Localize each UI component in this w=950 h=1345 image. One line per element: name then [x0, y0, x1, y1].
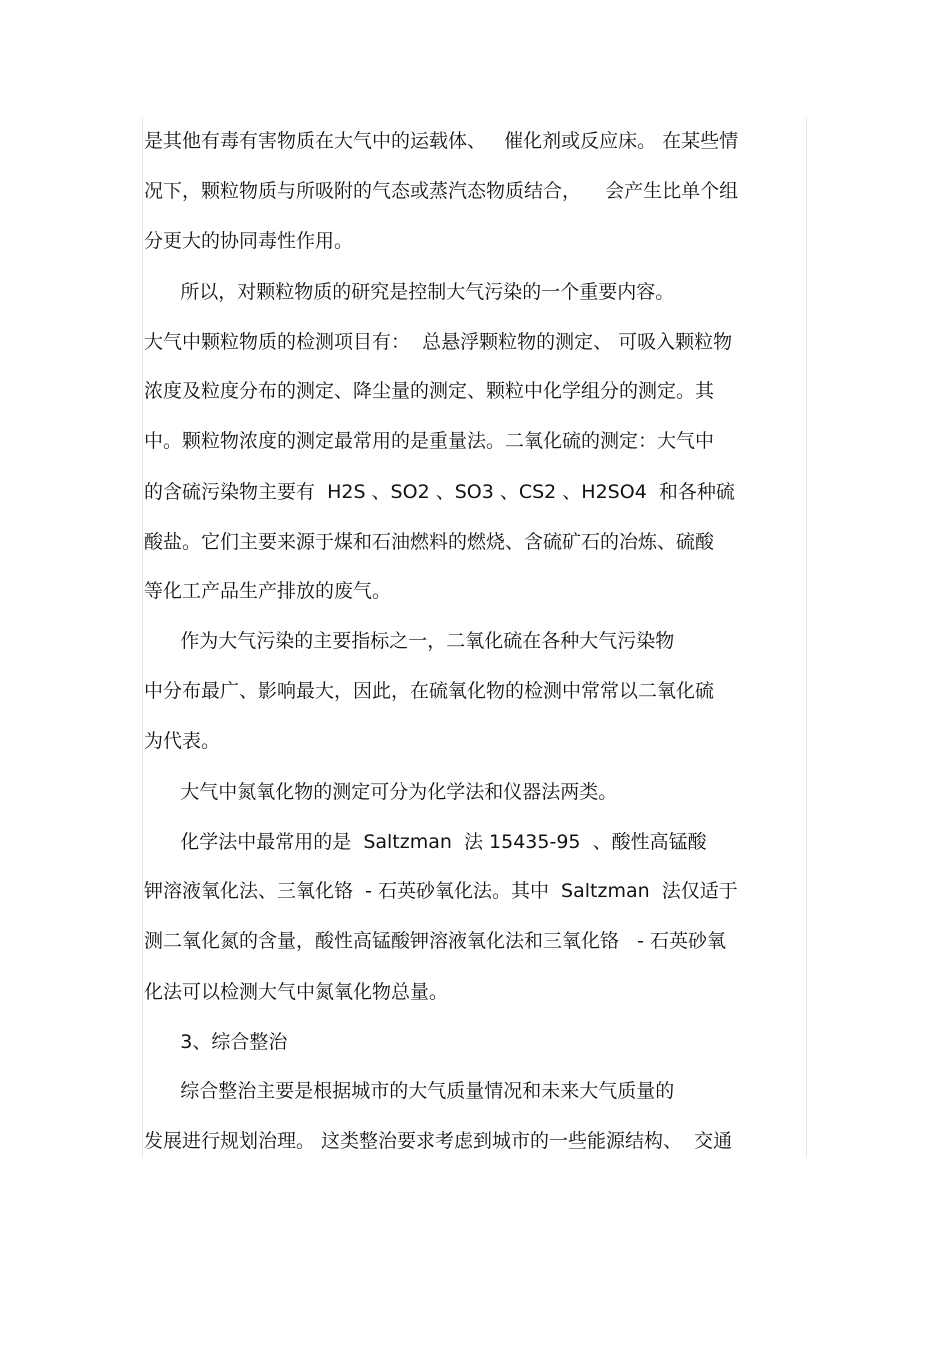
text-line-4: 所以，对颗粒物质的研究是控制大气污染的一个重要内容。: [144, 281, 675, 303]
text-line-10: 等化工产品生产排放的废气。: [144, 580, 392, 602]
text-line-17: 测二氧化氮的含量，酸性高锰酸钾溶液氧化法和三氧化铬 - 石英砂氧: [144, 930, 727, 952]
text-line-15: 化学法中最常用的是 Saltzman 法 15435-95 、酸性高锰酸: [144, 831, 707, 853]
text-line-3: 分更大的协同毒性作用。: [144, 230, 354, 252]
text-line-9: 酸盐。它们主要来源于煤和石油燃料的燃烧、含硫矿石的冶炼、硫酸: [144, 531, 715, 553]
text-line-20: 综合整治主要是根据城市的大气质量情况和未来大气质量的: [144, 1080, 675, 1102]
text-line-6: 浓度及粒度分布的测定、降尘量的测定、颗粒中化学组分的测定。其: [144, 380, 715, 402]
text-line-7: 中。颗粒物浓度的测定最常用的是重量法。二氧化硫的测定：大气中: [144, 430, 715, 452]
text-line-16: 钾溶液氧化法、三氧化铬 - 石英砂氧化法。其中 Saltzman 法仅适于: [144, 880, 738, 902]
text-line-5: 大气中颗粒物质的检测项目有： 总悬浮颗粒物的测定、 可吸入颗粒物: [144, 331, 733, 353]
text-line-8: 的含硫污染物主要有 H2S 、SO2 、SO3 、CS2 、H2SO4 和各种硫: [144, 481, 735, 503]
text-line-11: 作为大气污染的主要指标之一，二氧化硫在各种大气污染物: [144, 630, 675, 652]
text-line-18: 化法可以检测大气中氮氧化物总量。: [144, 981, 449, 1003]
text-line-12: 中分布最广、影响最大，因此，在硫氧化物的检测中常常以二氧化硫: [144, 680, 715, 702]
text-line-2: 况下，颗粒物质与所吸附的气态或蒸汽态物质结合， 会产生比单个组: [144, 180, 739, 202]
text-line-14: 大气中氮氧化物的测定可分为化学法和仪器法两类。: [144, 781, 618, 803]
text-line-21: 发展进行规划治理。 这类整治要求考虑到城市的一些能源结构、 交通: [144, 1130, 733, 1152]
text-line-1: 是其他有毒有害物质在大气中的运载体、 催化剂或反应床。 在某些情: [144, 130, 739, 152]
text-line-19: 3、综合整治: [144, 1031, 288, 1053]
text-line-13: 为代表。: [144, 730, 221, 752]
